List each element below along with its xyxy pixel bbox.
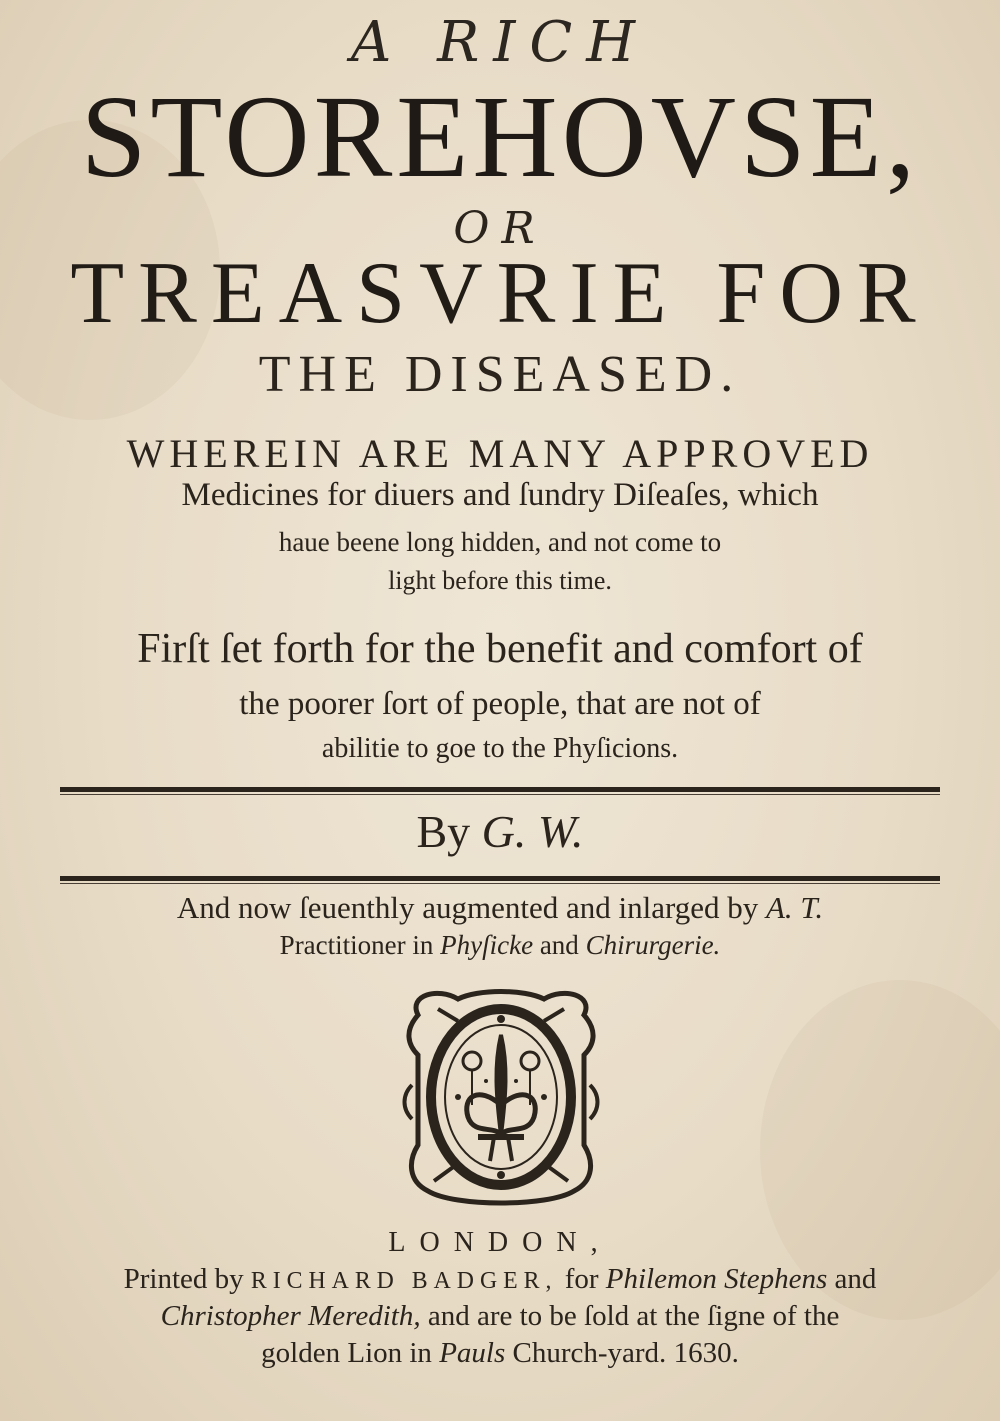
author-prefix: By [416, 806, 471, 857]
imprint-printer: RICHARD BADGER, [250, 1268, 558, 1294]
printers-device-icon [398, 985, 604, 1207]
purpose-line-3: abilitie to goe to the Phyſicions. [321, 733, 679, 764]
imprint-bookseller-1: Philemon Stephens [605, 1263, 828, 1295]
imprint-and: and [834, 1263, 877, 1295]
imprint-pauls: Pauls [439, 1337, 506, 1369]
imprint-churchyard: Church-yard. [512, 1337, 667, 1369]
description-line-2: Medicines for diuers and ſundry Diſeaſes, which [181, 477, 819, 513]
imprint-printed-by: Printed by [123, 1263, 244, 1295]
imprint-sold-at: and are to be ſold at the ſigne of the [427, 1300, 840, 1332]
purpose-line-1: Firſt ſet forth for the benefit and comfort of [137, 626, 863, 672]
title-line-or: OR [453, 203, 547, 254]
divider-rule [60, 787, 940, 792]
imprint-for: for [564, 1263, 599, 1295]
purpose-line-2: the poorer ſort of people, that are not of [239, 686, 761, 722]
title-line-treasurie: TREASVRIE FOR [70, 245, 930, 342]
title-line-storehouse: STOREHOVSE, [80, 71, 920, 202]
description-line-1: WHEREIN ARE MANY APPROVED [126, 431, 874, 476]
imprint-line-3 [0, 1337, 1000, 1370]
augmentation-surgery: Chirurgerie. [585, 930, 721, 960]
author-initials: G. W. [481, 806, 584, 857]
imprint-bookseller-2: Christopher Meredith, [160, 1300, 421, 1332]
description-line-4: light before this time. [388, 566, 612, 595]
augmentation-and: and [539, 930, 579, 960]
imprint-line-2 [0, 1300, 1000, 1333]
augmentation-line-2 [0, 930, 1000, 961]
author-line [0, 805, 1000, 858]
title-line-diseased: THE DISEASED. [258, 346, 742, 403]
augmentation-line-1 [0, 890, 1000, 926]
description-line-3: haue beene long hidden, and not come to [278, 527, 722, 557]
title-line-a-rich: A RICH [350, 10, 650, 75]
imprint-city: LONDON, [388, 1227, 612, 1258]
imprint-year: 1630. [673, 1337, 739, 1369]
augmentation-physic: Phyſicke [440, 930, 534, 960]
divider-rule [60, 876, 940, 881]
augmenter-initials: A. T. [766, 890, 824, 925]
imprint-golden-lion: golden Lion in [261, 1337, 432, 1369]
augmentation-text: And now ſeuenthly augmented and inlarged by [176, 890, 759, 925]
imprint-line-1 [0, 1263, 1000, 1296]
augmentation-practitioner: Practitioner in [279, 930, 434, 960]
